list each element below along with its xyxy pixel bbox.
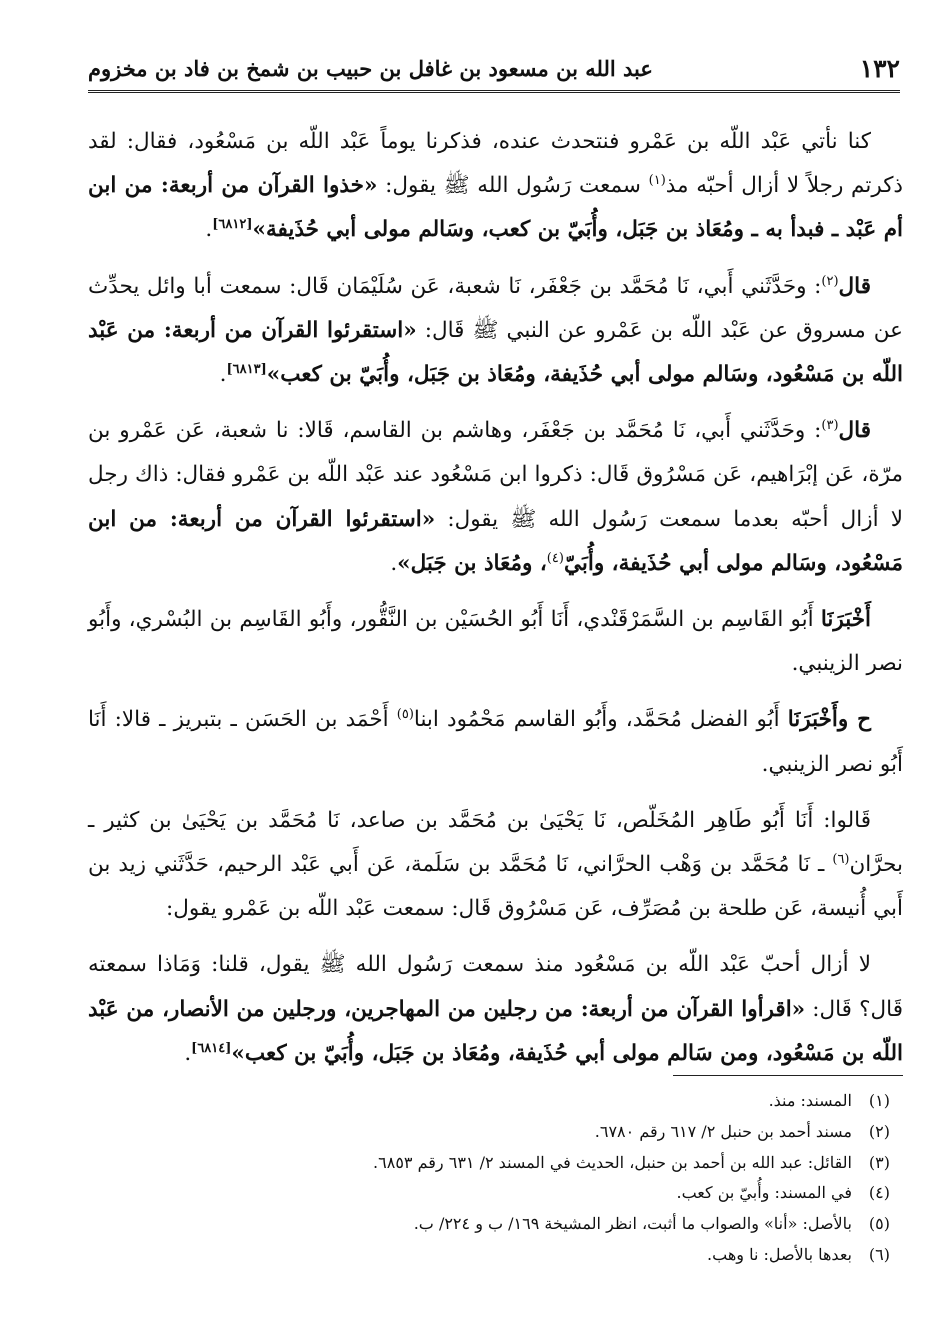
footnote-text: مسند أحمد بن حنبل ٢/ ٦١٧ رقم ٦٧٨٠. [594, 1121, 852, 1141]
footnote-text: القائل: عبد الله بن أحمد بن حنبل، الحديث في المسند ٢/ ٦٣١ رقم ٦٨٥٣. [373, 1152, 852, 1172]
paragraph-7 [88, 943, 903, 1076]
footnote-number: (٢) [868, 1121, 890, 1141]
page-header [88, 50, 900, 93]
page-number: ١٣٢ [859, 54, 900, 83]
akhbarana-label: ح وأَخْبَرَنَا [787, 707, 871, 733]
text: سمعت رَسُول الله ﷺ يقول: [377, 173, 649, 199]
hadith-quote-end: ، ومُعَاذ بن جَبَل» [397, 550, 547, 576]
text: لا أزال أحبّ عَبْد اللّه بن مَسْعُود منذ سمعت رَسُول الله ﷺ يقول، قلنا: وَمَاذا سمعته قَال؟ قَال: [88, 952, 903, 1022]
text: : وحَدَّثَني أَبي، نَا مُحَمَّد بن جَعْفَر، وهاشم بن القاسم، قَالا: نا شعبة، عَن عَمْرو بن مرّة، عَن إبْرَاهيم، عَن مَسْرُوق قَال: ذكروا ابن مَسْعُود عند عَبْد اللّه بن عَمْرو فقال: ذاك رجل لا أزال أحبّه بعدما سمعت رَسُول الله ﷺ يقول: [88, 418, 903, 532]
text: . [390, 550, 398, 576]
text: ـ نَا مُحَمَّد بن وَهْب الحرَّاني، نَا مُحَمَّد بن سَلَمة، عَن أَبي عَبْد الرحيم، حَدَّثَني زيد بن أَبي أُنيسة، عَن طلحة بن مُصَرِّف، عَن مَسْرُوق قَال: سمعت عَبْد اللّه بن عَمْرو يقول: [88, 852, 903, 922]
footnote-text: في المسند: وأُبيّ بن كعب. [676, 1183, 852, 1203]
footnotes [120, 1086, 890, 1271]
footnote-marker-6: (٦) [832, 851, 850, 867]
hadith-quote: «اقرأوا القرآن من أربعة: من رجلين من المهاجرين، ورجلين من الأنصار، من عَبْد اللّه بن مَسْعُود، ومن سَالم مولى أبي حُذَيفة، ومُعَاذ بن جَبَل، وأُبَيّ بن كعب» [88, 996, 903, 1066]
footnote-number: (٦) [868, 1244, 890, 1264]
footnote-number: (٥) [868, 1214, 890, 1234]
footnote-item [120, 1240, 890, 1271]
footnote-item [120, 1086, 890, 1117]
running-title: عبد الله بن مسعود بن غافل بن حبيب بن شمخ بن فاد بن مخزوم [88, 56, 653, 81]
text: . [184, 1040, 192, 1066]
text: . [219, 362, 227, 388]
footnote-marker-2: (٢) [821, 273, 839, 289]
footnote-text: بعدها بالأصل: نا وهب. [707, 1244, 852, 1264]
footnote-marker-5: (٥) [396, 707, 414, 723]
hadith-quote: «استقرئوا القرآن من أربعة: من عَبْد اللّه بن مَسْعُود، وسَالم مولى أبي حُذَيفة، ومُعَاذ بن جَبَل، وأُبَيّ بن كعب» [88, 317, 903, 388]
hadith-number: [٦٨١٤] [191, 1040, 232, 1056]
paragraph-6 [88, 799, 903, 932]
footnote-text: المسند: منذ. [768, 1091, 852, 1110]
footnote-number: (٣) [868, 1152, 890, 1172]
footnote-item [120, 1209, 890, 1240]
main-text [88, 120, 903, 1088]
footnote-marker-4: (٤) [546, 550, 564, 566]
text: أَبُو الفضل مُحَمَّد، وأَبُو القاسم مَحْمُود ابنا [413, 707, 788, 733]
text: كنا نأتي عَبْد اللّه بن عَمْرو فنتحدث عنده، فذكرنا يوماً عَبْد اللّه بن مَسْعُود، فقال: لقد ذكرتم رجلاً لا أزال أحبّه مذ [88, 129, 904, 199]
paragraph-2 [88, 265, 903, 398]
hadith-number: [٦٨١٣] [226, 361, 267, 377]
footnote-item [120, 1148, 890, 1179]
paragraph-1 [88, 120, 903, 253]
footnote-text: بالأصل: «أنا» والصواب ما أثبت، انظر المشيخة ١٦٩/ ب و ٢٢٤/ ب. [413, 1214, 852, 1234]
footnote-divider [673, 1075, 903, 1076]
text: . [205, 217, 213, 243]
qal-label: قال [838, 273, 871, 299]
footnote-item [120, 1178, 890, 1209]
text: أَبُو القَاسِم بن السَّمَرْقَنْدي، أَنَا أَبُو الحُسَيْن بن النَّقُّور، وأَبُو القَاسِم بن البُسْري، وأَبُو نصر الزينبي. [88, 607, 903, 677]
footnote-marker-1: (١) [648, 173, 666, 189]
hadith-quote: «استقرئوا القرآن من أربعة: من ابن مَسْعُود، وسَالم مولى أبي حُذَيفة، وأُبَيّ [88, 506, 903, 576]
footnote-number: (١) [868, 1091, 890, 1110]
paragraph-4 [88, 598, 903, 686]
text: قَالوا: أَنَا أَبُو طَاهِر المُخَلّص، نَا يَحْيَىٰ بن مُحَمَّد بن صاعد، نَا مُحَمَّد بن يَحْيَىٰ بن كثير ـ بحرَّان [88, 807, 903, 878]
paragraph-3 [88, 409, 903, 586]
paragraph-5 [88, 698, 903, 786]
qal-label: قال [838, 418, 871, 444]
footnote-item [120, 1117, 890, 1148]
hadith-number: [٦٨١٢] [212, 217, 253, 233]
text: : وحَدَّثَني أَبي، نَا مُحَمَّد بن جَعْفَر، نَا شعبة، عَن سُلَيْمَان قَال: سمعت أبا وائل يحدِّث عن مسروق عن عَبْد اللّه بن عَمْرو عن النبي ﷺ قَال: [88, 273, 903, 343]
akhbarana-label: أَخْبَرَنَا [820, 607, 871, 633]
footnote-marker-3: (٣) [821, 418, 839, 434]
text: أَحْمَد بن الحَسَن ـ بتبريز ـ قالا: أَنَا أَبُو نصر الزينبي. [88, 707, 903, 777]
hadith-quote: «خذوا القرآن من أربعة: من ابن أم عَبْد ـ فبدأ به ـ ومُعَاذ بن جَبَل، وأُبَيّ بن كعب، وسَالم مولى أبي حُذَيفة» [88, 173, 903, 243]
footnote-number: (٤) [868, 1183, 890, 1203]
